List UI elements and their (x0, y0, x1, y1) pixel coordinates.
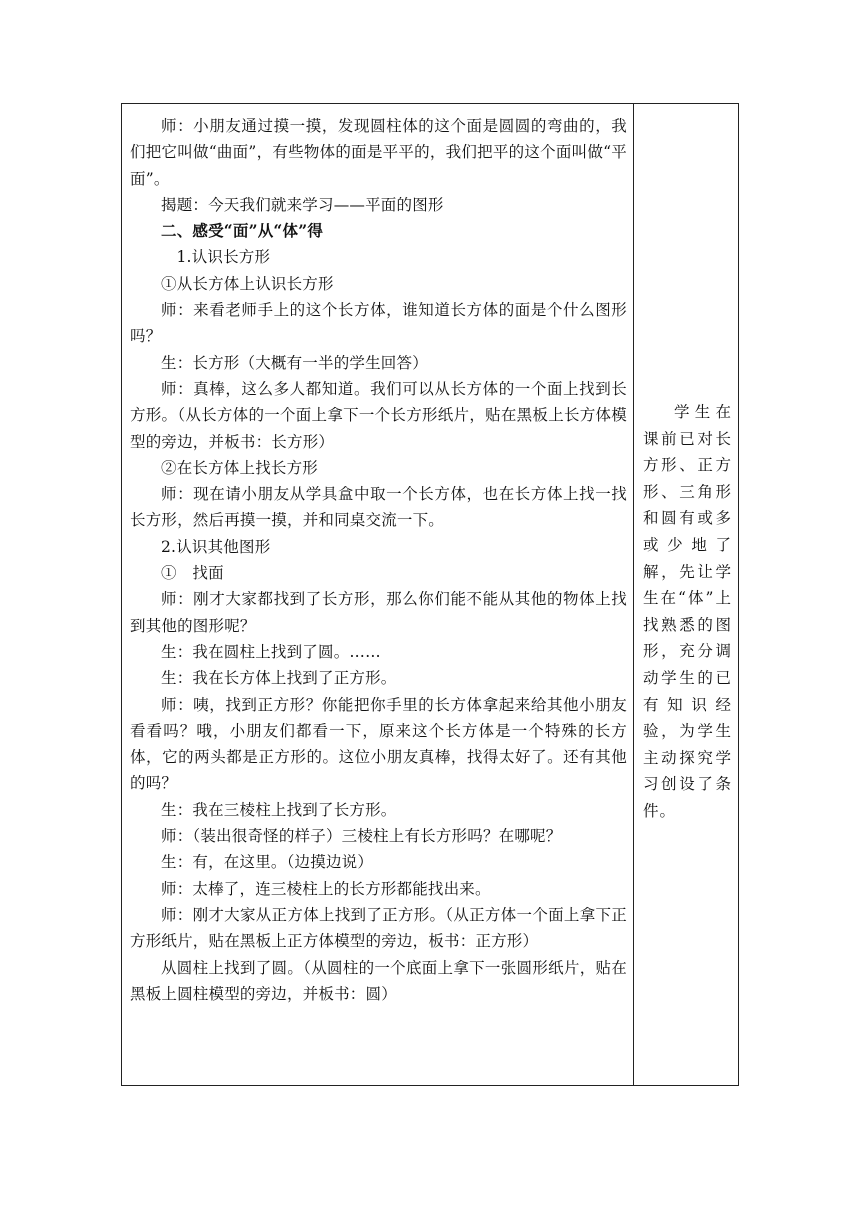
lesson-content-cell (122, 104, 634, 1086)
lesson-paragraph: 师：刚才大家都找到了长方形，那么你们能不能从其他的物体上找到其他的图形呢？ (130, 590, 627, 635)
design-note-text: 学生在课前已对长方形、正方形、三角形和圆有或多或少地了解，先让学生在“体”上找熟悉的图形，充分调动学生的已有知识经验，为学生主动探究学习创设了条件。 (643, 403, 732, 820)
lesson-paragraph: ②在长方体上找长方形 (161, 458, 319, 477)
lesson-paragraph: ①从长方体上认识长方形 (161, 274, 334, 293)
lesson-paragraph: 生：我在三棱柱上找到了长方形。 (161, 800, 397, 819)
lesson-paragraph: 揭题：今天我们就来学习——平面的图形 (161, 195, 444, 214)
lesson-paragraph: 师：小朋友通过摸一摸，发现圆柱体的这个面是圆圆的弯曲的，我们把它叫做“曲面”，有些物体的面是平平的，我们把平的这个面叫做“平面”。 (130, 117, 627, 188)
lesson-paragraph: ① 找面 (161, 564, 224, 583)
section-heading: 二、感受“面”从“体”得 (161, 221, 324, 241)
lesson-paragraph: 生：我在圆柱上找到了圆。…… (161, 642, 381, 661)
lesson-paragraph: 生：长方形（大概有一半的学生回答） (161, 353, 428, 372)
lesson-paragraph: 从圆柱上找到了圆。（从圆柱的一个底面上拿下一张圆形纸片，贴在黑板上圆柱模型的旁边，并板书：圆） (130, 958, 627, 1003)
lesson-paragraph: 生：有，在这里。（边摸边说） (161, 853, 374, 872)
lesson-paragraph: 2.认识其他图形 (161, 537, 271, 556)
lesson-paragraph: 师：太棒了，连三棱柱上的长方形都能找出来。 (161, 879, 491, 898)
lesson-paragraph: 师：刚才大家从正方体上找到了正方形。（从正方体一个面上拿下正方形纸片，贴在黑板上正方体模型的旁边，板书：正方形） (130, 905, 627, 951)
lesson-paragraph: 1.认识长方形 (176, 248, 271, 267)
lesson-content (122, 104, 633, 1007)
lesson-paragraph: 师：咦，找到正方形？你能把你手里的长方体拿起来给其他小朋友看看吗？哦，小朋友们都看一下，原来这个长方体是一个特殊的长方体，它的两头都是正方形的。这位小朋友真棒，找得太好了。还有其他的吗？ (130, 695, 627, 793)
lesson-table (121, 103, 739, 1086)
table-row (122, 104, 739, 1086)
lesson-paragraph: 师：（装出很奇怪的样子）三棱柱上有长方形吗？在哪呢？ (161, 827, 562, 846)
lesson-paragraph: 师：现在请小朋友从学具盒中取一个长方体，也在长方体上找一找长方形，然后再摸一摸，并和同桌交流一下。 (130, 485, 627, 530)
lesson-paragraph: 师：来看老师手上的这个长方体，谁知道长方体的面是个什么图形吗？ (130, 301, 627, 346)
design-note-cell (634, 104, 739, 1086)
design-note (634, 104, 738, 825)
lesson-paragraph: 师：真棒，这么多人都知道。我们可以从长方体的一个面上找到长方形。（从长方体的一个面上拿下一个长方形纸片，贴在黑板上长方体模型的旁边，并板书：长方形） (130, 379, 627, 451)
lesson-paragraph: 生：我在长方体上找到了正方形。 (161, 669, 397, 688)
